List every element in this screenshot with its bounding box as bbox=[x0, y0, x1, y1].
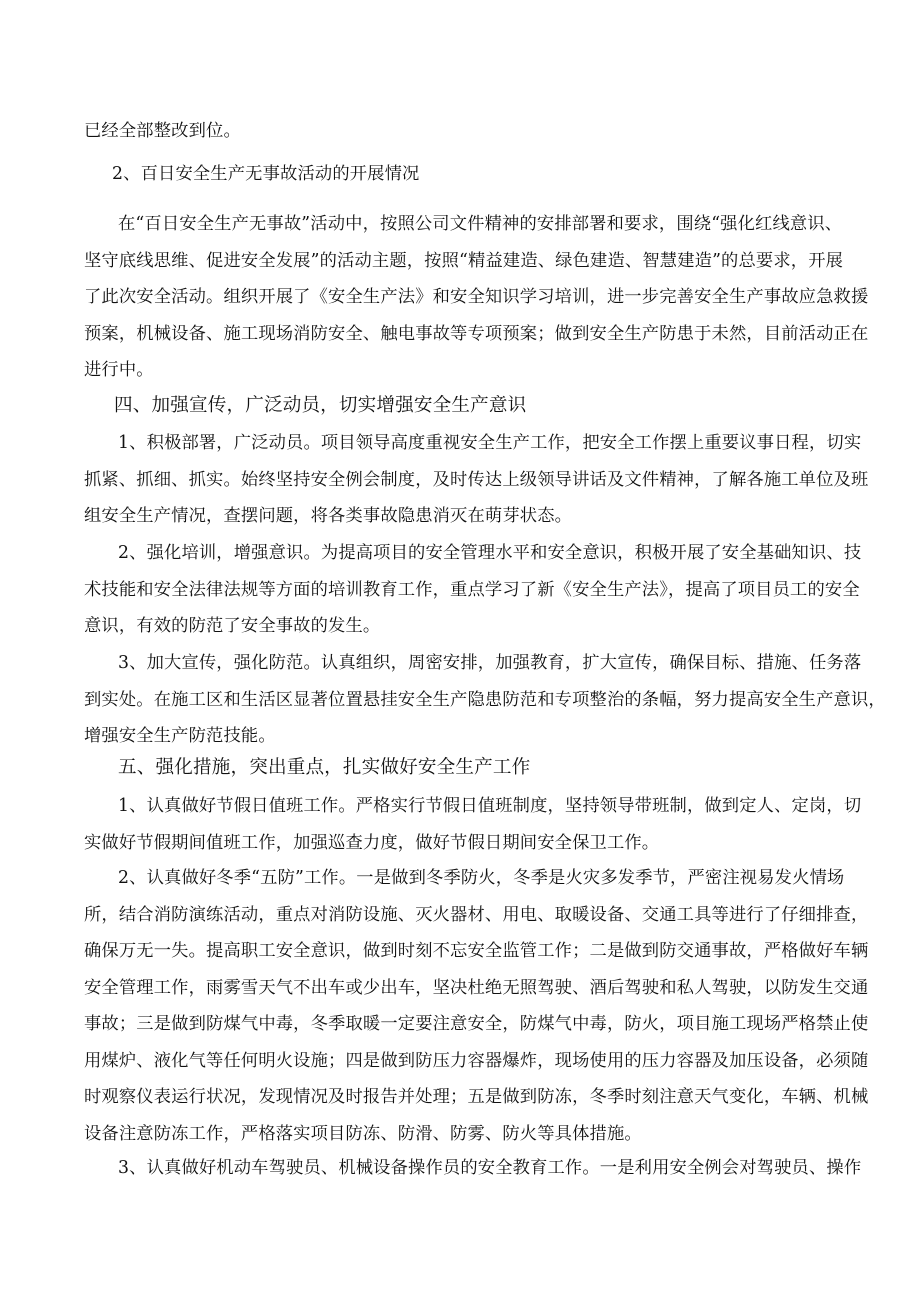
section-heading-5 bbox=[84, 750, 878, 787]
text-line: 安全管理工作，雨雾雪天气不出车或少出车，坚决杜绝无照驾驶、酒后驾驶和私人驾驶，以防发生交通 bbox=[84, 977, 869, 998]
text-line: 1、积极部署，广泛动员。项目领导高度重视安全生产工作，把安全工作摆上重要议事日程，切实 bbox=[118, 433, 862, 453]
paragraph-4-3 bbox=[84, 645, 886, 755]
text-line: 预案，机械设备、施工现场消防安全、触电事故等专项预案；做到安全生产防患于未然，目前活动正在 bbox=[84, 323, 869, 344]
text-line: 2、强化培训，增强意识。为提高项目的安全管理水平和安全意识，积极开展了安全基础知识、技 bbox=[118, 543, 862, 563]
subheading-100-days bbox=[84, 156, 872, 193]
text-line: 了此次安全活动。组织开展了《安全生产法》和安全知识学习培训，进一步完善安全生产事故应急救援 bbox=[84, 287, 869, 307]
paragraph-conclusion bbox=[84, 113, 844, 150]
text-line: 到实处。在施工区和生活区显著位置悬挂安全生产隐患防范和专项整治的条幅，努力提高安全生产意识， bbox=[84, 689, 886, 710]
paragraph-5-2 bbox=[84, 860, 869, 1152]
text-line: 在“百日安全生产无事故”活动中，按照公司文件精神的安排部署和要求，围绕“强化红线意识、 bbox=[118, 214, 843, 234]
text-line: 四、加强宣传，广泛动员，切实增强安全生产意识 bbox=[114, 395, 527, 416]
text-line: 事故；三是做到防煤气中毒，冬季取暖一定要注意安全，防煤气中毒，防火，项目施工现场严格禁止使 bbox=[84, 1014, 869, 1034]
paragraph-4-2 bbox=[84, 535, 862, 645]
text-line: 坚守底线思维、促进安全发展”的活动主题，按照“精益建造、绿色建造、智慧建造”的总要求，开展 bbox=[84, 250, 844, 271]
text-line: 实做好节假期间值班工作，加强巡查力度，做好节假日期间安全保卫工作。 bbox=[84, 832, 660, 853]
text-line: 3、加大宣传，强化防范。认真组织，周密安排，加强教育，扩大宣传，确保目标、措施、任务落 bbox=[118, 653, 862, 673]
text-line: 增强安全生产防范技能。 bbox=[84, 726, 276, 746]
text-line: 确保万无一失。提高职工安全意识，做到时刻不忘安全监管工作；二是做到防交通事故，严格做好车辆 bbox=[84, 941, 869, 961]
text-line: 时观察仪表运行状况，发现情况及时报告并处理；五是做到防冻，冬季时刻注意天气变化，车辆、机械 bbox=[84, 1087, 869, 1107]
paragraph-5-1 bbox=[84, 788, 862, 861]
text-line: 已经全部整改到位。 bbox=[84, 121, 241, 141]
text-line: 术技能和安全法律法规等方面的培训教育工作，重点学习了新《安全生产法》，提高了项目员工的安全 bbox=[84, 579, 860, 600]
section-heading-4 bbox=[84, 388, 874, 425]
text-line: 2、认真做好冬季“五防”工作。一是做到冬季防火，冬季是火灾多发季节，严密注视易发火情场 bbox=[118, 868, 845, 888]
text-line: 意识，有效的防范了安全事故的发生。 bbox=[84, 616, 381, 636]
text-line: 设备注意防冻工作，严格落实项目防冻、防滑、防雾、防火等具体措施。 bbox=[84, 1123, 642, 1144]
paragraph-5-3 bbox=[84, 1150, 862, 1187]
text-line: 五、强化措施，突出重点，扎实做好安全生产工作 bbox=[118, 757, 531, 778]
paragraph-100-days bbox=[84, 206, 869, 389]
text-line: 2、百日安全生产无事故活动的开展情况 bbox=[112, 164, 420, 184]
text-line: 用煤炉、液化气等任何明火设施；四是做到防压力容器爆炸，现场使用的压力容器及加压设备，必须随 bbox=[84, 1050, 869, 1071]
text-line: 组安全生产情况，查摆问题，将各类事故隐患消灭在萌芽状态。 bbox=[84, 506, 573, 526]
text-line: 进行中。 bbox=[84, 360, 154, 380]
text-line: 抓紧、抓细、抓实。始终坚持安全例会制度，及时传达上级领导讲话及文件精神，了解各施工单位及班 bbox=[84, 469, 869, 490]
text-line: 3、认真做好机动车驾驶员、机械设备操作员的安全教育工作。一是利用安全例会对驾驶员、操作 bbox=[118, 1158, 862, 1178]
paragraph-4-1 bbox=[84, 425, 869, 535]
text-line: 1、认真做好节假日值班工作。严格实行节假日值班制度，坚持领导带班制，做到定人、定岗，切 bbox=[118, 796, 862, 816]
text-line: 所，结合消防演练活动，重点对消防设施、灭火器材、用电、取暖设备、交通工具等进行了仔细排查， bbox=[84, 904, 869, 925]
